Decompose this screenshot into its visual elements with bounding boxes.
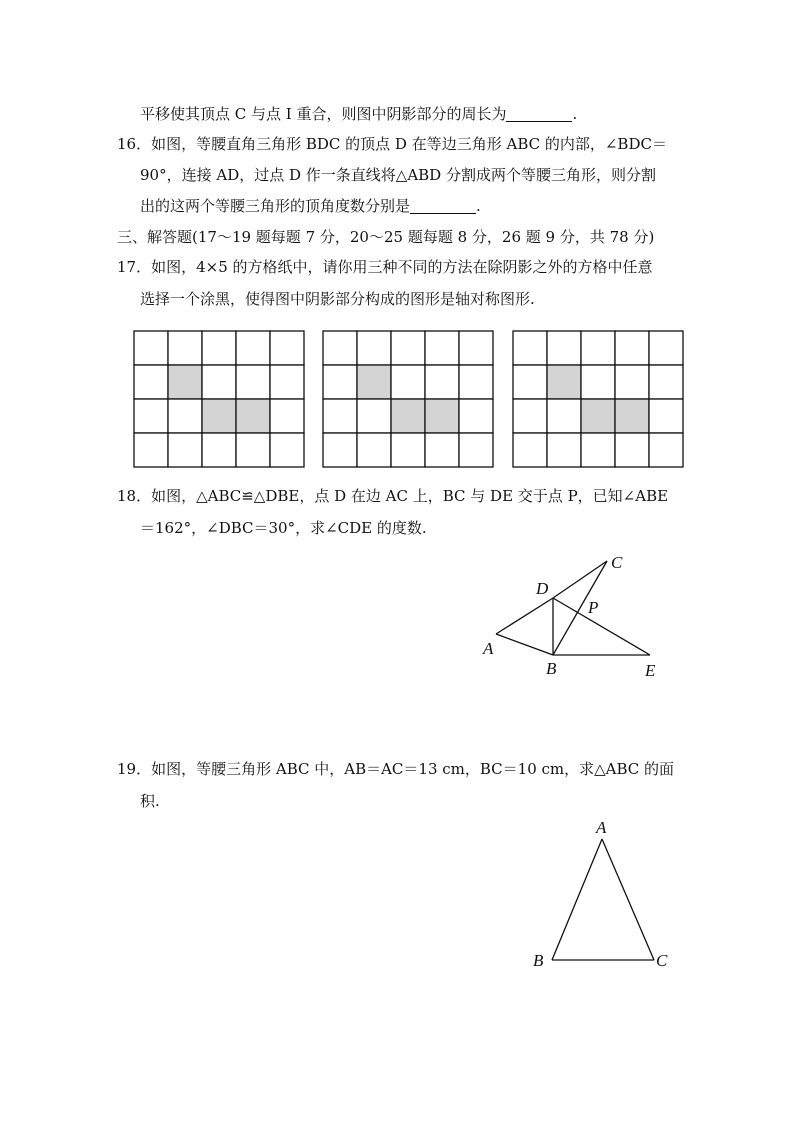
q15-answer-blank[interactable] <box>506 106 572 122</box>
grid-cell[interactable] <box>236 331 270 365</box>
grid-cell[interactable] <box>649 331 683 365</box>
label-C: C <box>611 553 623 572</box>
shaded-cell <box>236 399 270 433</box>
grid-cell[interactable] <box>547 399 581 433</box>
grid-cell[interactable] <box>459 365 493 399</box>
grid-cell[interactable] <box>236 433 270 467</box>
grid-cell[interactable] <box>459 331 493 365</box>
q15-tail-end: . <box>572 105 578 123</box>
grid-cell[interactable] <box>270 331 304 365</box>
label-A: A <box>483 639 494 658</box>
q18-figure <box>480 548 670 683</box>
grid-cell[interactable] <box>323 331 357 365</box>
label-D: D <box>536 579 549 598</box>
grid-cell[interactable] <box>357 331 391 365</box>
grid-cell[interactable] <box>547 331 581 365</box>
q19-line2: 积. <box>140 792 160 810</box>
grid-cell[interactable] <box>323 399 357 433</box>
grid-cell[interactable] <box>391 365 425 399</box>
shaded-cell <box>581 399 615 433</box>
grid-cell[interactable] <box>649 433 683 467</box>
grid-cell[interactable] <box>202 331 236 365</box>
grid-cell[interactable] <box>270 433 304 467</box>
q16-line2: 90°，连接 AD，过点 D 作一条直线将△ABD 分割成两个等腰三角形，则分割 <box>140 166 656 184</box>
segment-AB <box>496 634 553 655</box>
grid-cell[interactable] <box>202 365 236 399</box>
grid-cell[interactable] <box>202 433 236 467</box>
q16-line3: 出的这两个等腰三角形的顶角度数分别是 <box>140 197 411 215</box>
grid-cell[interactable] <box>236 365 270 399</box>
q17-grid-3[interactable] <box>512 330 686 468</box>
q17-grid-2[interactable] <box>322 330 496 468</box>
q18-line2: ＝162°，∠DBC＝30°，求∠CDE 的度数. <box>140 519 427 537</box>
q15-tail-text: 平移使其顶点 C 与点 I 重合，则图中阴影部分的周长为 <box>140 105 507 123</box>
section-3-heading: 三、解答题(17～19 题每题 7 分，20～25 题每题 8 分，26 题 9 分，共 78 分) <box>117 228 655 246</box>
grid-cell[interactable] <box>270 399 304 433</box>
grid-cell[interactable] <box>459 399 493 433</box>
shaded-cell <box>391 399 425 433</box>
shaded-cell <box>202 399 236 433</box>
grid-cell[interactable] <box>513 365 547 399</box>
grid-cell[interactable] <box>513 399 547 433</box>
segment-AB <box>552 839 602 960</box>
shaded-cell <box>547 365 581 399</box>
grid-cell[interactable] <box>649 365 683 399</box>
segment-DE <box>553 598 650 655</box>
grid-cell[interactable] <box>615 331 649 365</box>
segment-DC <box>553 561 607 598</box>
grid-cell[interactable] <box>134 399 168 433</box>
grid-cell[interactable] <box>547 433 581 467</box>
grid-cell[interactable] <box>168 331 202 365</box>
grid-cell[interactable] <box>323 433 357 467</box>
q18-line1: 18．如图，△ABC≌△DBE，点 D 在边 AC 上，BC 与 DE 交于点 P，已知∠ABE <box>117 487 669 505</box>
grid-cell[interactable] <box>513 433 547 467</box>
label-A: A <box>596 818 607 837</box>
q16-line3-wrap <box>140 196 481 216</box>
q16-line1: 16．如图，等腰直角三角形 BDC 的顶点 D 在等边三角形 ABC 的内部，∠BDC＝ <box>117 135 667 153</box>
grid-cell[interactable] <box>357 399 391 433</box>
shaded-cell <box>425 399 459 433</box>
shaded-cell <box>168 365 202 399</box>
grid-cell[interactable] <box>581 331 615 365</box>
grid-cell[interactable] <box>425 365 459 399</box>
grid-cell[interactable] <box>649 399 683 433</box>
grid-cell[interactable] <box>391 331 425 365</box>
grid-cell[interactable] <box>581 433 615 467</box>
label-P: P <box>588 598 599 617</box>
grid-cell[interactable] <box>323 365 357 399</box>
shaded-cell <box>615 399 649 433</box>
grid-cell[interactable] <box>459 433 493 467</box>
label-C: C <box>656 951 668 970</box>
grid-cell[interactable] <box>615 365 649 399</box>
q19-line1: 19．如图，等腰三角形 ABC 中，AB＝AC＝13 cm，BC＝10 cm，求△ABC 的面 <box>117 760 675 778</box>
segment-AC <box>602 839 654 960</box>
grid-cell[interactable] <box>513 331 547 365</box>
grid-cell[interactable] <box>425 433 459 467</box>
grid-cell[interactable] <box>357 433 391 467</box>
q15-tail-line <box>140 104 577 124</box>
label-B: B <box>546 659 557 678</box>
grid-cell[interactable] <box>168 433 202 467</box>
q17-grid-1[interactable] <box>133 330 307 468</box>
grid-cell[interactable] <box>615 433 649 467</box>
q17-line2: 选择一个涂黑，使得图中阴影部分构成的图形是轴对称图形. <box>140 290 535 308</box>
grid-cell[interactable] <box>134 331 168 365</box>
q16-end: . <box>476 197 481 215</box>
grid-cell[interactable] <box>168 399 202 433</box>
shaded-cell <box>357 365 391 399</box>
grid-cell[interactable] <box>581 365 615 399</box>
grid-cell[interactable] <box>391 433 425 467</box>
q16-answer-blank[interactable] <box>410 198 476 214</box>
segment-AD <box>496 598 553 634</box>
segment-BC <box>553 561 607 655</box>
q17-line1: 17．如图，4×5 的方格纸中，请你用三种不同的方法在除阴影之外的方格中任意 <box>117 258 653 276</box>
grid-cell[interactable] <box>134 365 168 399</box>
label-B: B <box>533 951 544 970</box>
label-E: E <box>645 661 656 680</box>
grid-cell[interactable] <box>134 433 168 467</box>
grid-cell[interactable] <box>270 365 304 399</box>
grid-cell[interactable] <box>425 331 459 365</box>
q19-figure <box>525 814 675 974</box>
